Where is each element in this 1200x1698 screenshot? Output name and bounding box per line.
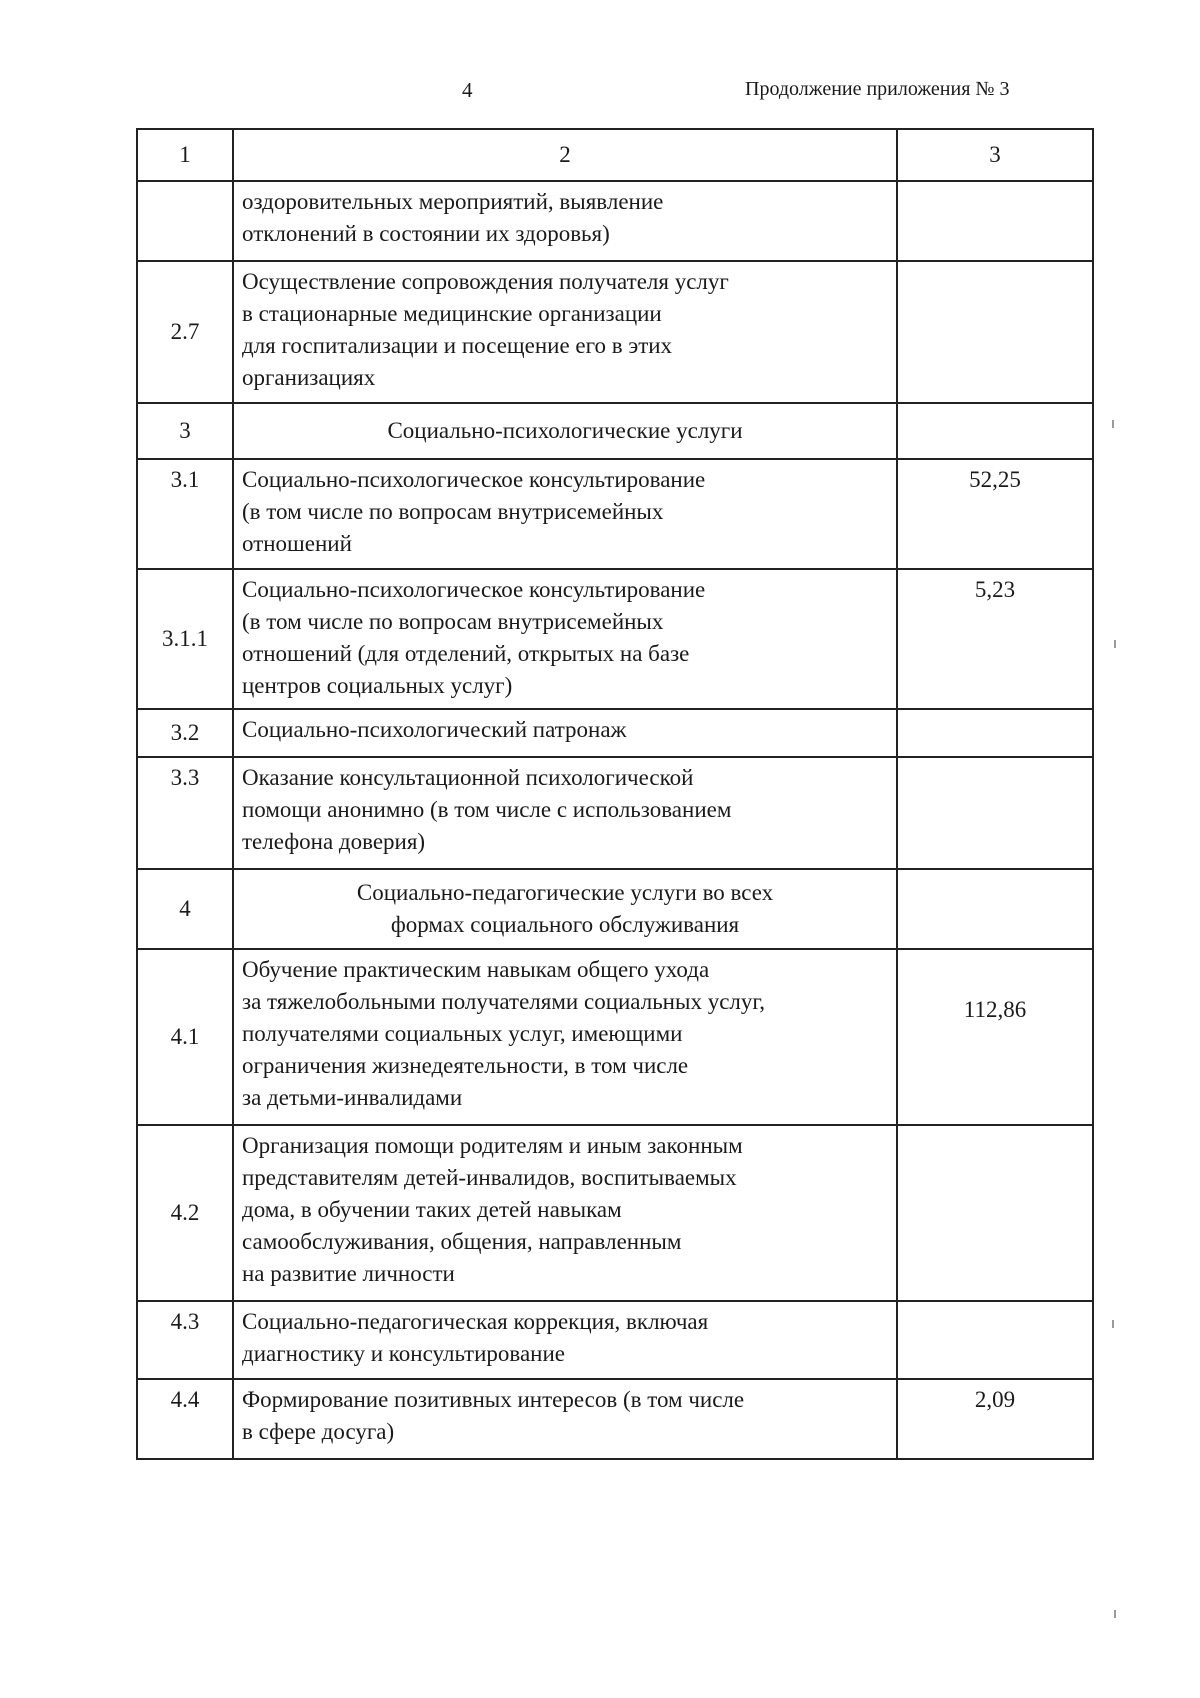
row-number: 4.2 — [137, 1125, 233, 1301]
table-row — [137, 569, 1093, 709]
row-number — [137, 181, 233, 261]
row-number: 3.1 — [137, 459, 233, 569]
row-service-text: Социально-психологический патронаж — [233, 709, 897, 757]
row-service-text: Организация помощи родителям и иным законным представителям детей-инвалидов, воспитываемых дома, в обучении таких детей навыкам самообслуживания, общения, направленным на развитие личности — [233, 1125, 897, 1301]
row-value — [897, 757, 1093, 869]
column-header-3: 3 — [897, 129, 1093, 181]
row-value — [897, 181, 1093, 261]
row-value — [897, 261, 1093, 403]
scan-artifact — [1114, 1610, 1116, 1618]
row-number: 3.2 — [137, 709, 233, 757]
row-service-text: Обучение практическим навыкам общего ухода за тяжелобольными получателями социальных услуг, получателями социальных услуг, имеющими ограничения жизнедеятельности, в том числе за детьми-инвалидами — [233, 949, 897, 1125]
scan-artifact — [1112, 420, 1114, 428]
column-header-1: 1 — [137, 129, 233, 181]
row-value — [897, 709, 1093, 757]
scan-artifact — [1112, 1320, 1114, 1328]
row-service-text: Оказание консультационной психологической помощи анонимно (в том числе с использованием телефона доверия) — [233, 757, 897, 869]
row-service-text: Социально-психологическое консультирование (в том числе по вопросам внутрисемейных отношений — [233, 459, 897, 569]
continuation-heading: Продолжение приложения № 3 — [745, 78, 1010, 100]
table-row — [137, 403, 1093, 459]
table-row — [137, 459, 1093, 569]
table-row — [137, 757, 1093, 869]
page-number: 4 — [462, 78, 473, 102]
section-title: Социально-психологические услуги — [233, 403, 897, 459]
table-row — [137, 869, 1093, 949]
row-number: 4.1 — [137, 949, 233, 1125]
column-header-2: 2 — [233, 129, 897, 181]
row-service-text: оздоровительных мероприятий, выявление отклонений в состоянии их здоровья) — [233, 181, 897, 261]
row-value — [897, 403, 1093, 459]
services-table — [136, 128, 1094, 1460]
row-service-text: Социально-педагогическая коррекция, включая диагностику и консультирование — [233, 1301, 897, 1379]
row-value — [897, 869, 1093, 949]
row-value — [897, 1301, 1093, 1379]
row-service-text: Осуществление сопровождения получателя услуг в стационарные медицинские организации для госпитализации и посещение его в этих организациях — [233, 261, 897, 403]
table-row — [137, 261, 1093, 403]
row-number: 4 — [137, 869, 233, 949]
row-service-text: Социально-психологическое консультирование (в том числе по вопросам внутрисемейных отношений (для отделений, открытых на базе центров социальных услуг) — [233, 569, 897, 709]
row-number: 3 — [137, 403, 233, 459]
table-header-row — [137, 129, 1093, 181]
row-number: 2.7 — [137, 261, 233, 403]
row-number: 4.3 — [137, 1301, 233, 1379]
row-number: 3.1.1 — [137, 569, 233, 709]
table-row — [137, 181, 1093, 261]
row-number: 4.4 — [137, 1379, 233, 1459]
row-value: 5,23 — [897, 569, 1093, 709]
row-service-text: Формирование позитивных интересов (в том числе в сфере досуга) — [233, 1379, 897, 1459]
table-row — [137, 1379, 1093, 1459]
row-number: 3.3 — [137, 757, 233, 869]
scan-artifact — [1114, 640, 1116, 648]
table-row — [137, 949, 1093, 1125]
row-value — [897, 1125, 1093, 1301]
row-value: 52,25 — [897, 459, 1093, 569]
row-value: 2,09 — [897, 1379, 1093, 1459]
row-value: 112,86 — [897, 949, 1093, 1125]
table-row — [137, 709, 1093, 757]
table-row — [137, 1125, 1093, 1301]
table-row — [137, 1301, 1093, 1379]
section-title: Социально-педагогические услуги во всех формах социального обслуживания — [233, 869, 897, 949]
